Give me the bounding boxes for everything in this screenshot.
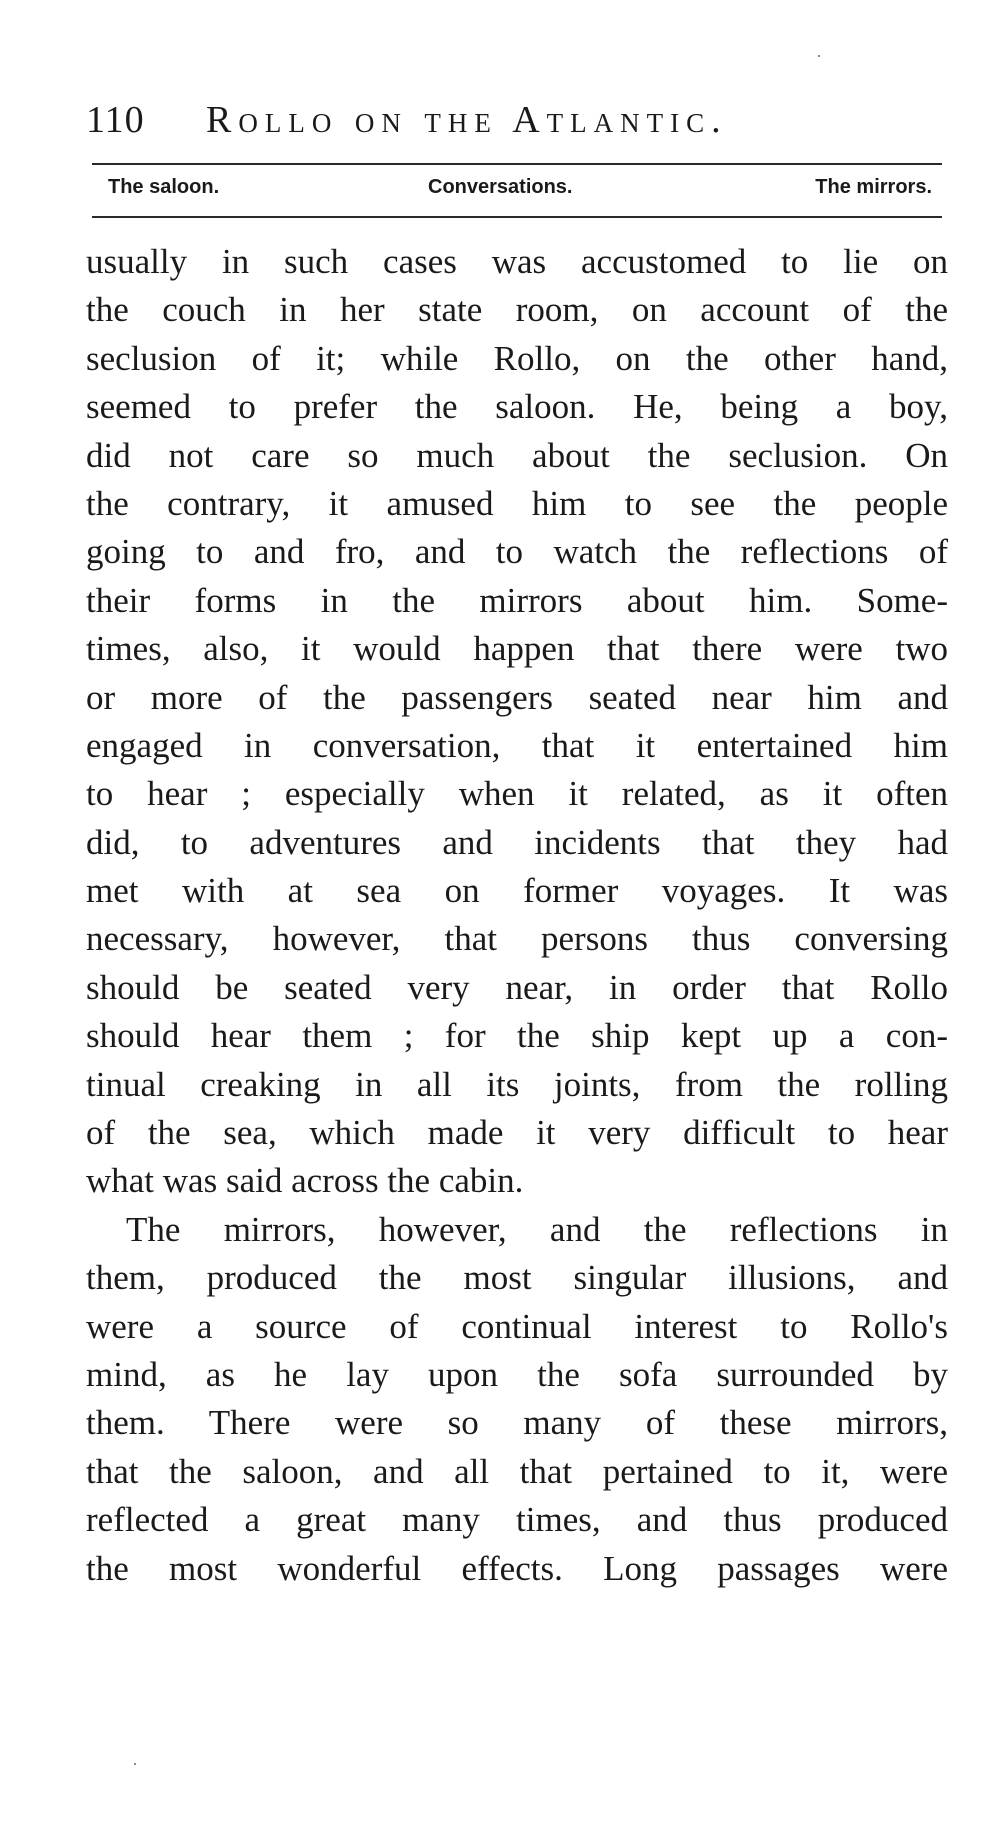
- text-line: or more of the passengers seated near him and: [86, 677, 948, 717]
- text-line: usually in such cases was accustomed to lie on: [86, 242, 948, 281]
- headnote-conversations: Conversations.: [428, 176, 573, 198]
- text-line: did, to adventures and incidents that they had: [86, 822, 948, 862]
- headnote-saloon: The saloon.: [108, 176, 220, 198]
- text-line: the couch in her state room, on account of the: [86, 290, 948, 330]
- text-line: seclusion of it; while Rollo, on the other hand,: [86, 338, 948, 378]
- body-text: [86, 238, 948, 1593]
- text-line: met with at sea on former voyages. It was: [86, 871, 948, 911]
- paper-speck: [818, 55, 820, 57]
- headnotes: [92, 172, 942, 208]
- text-line: necessary, however, that persons thus conversing: [86, 919, 948, 959]
- text-line: going to and fro, and to watch the reflections of: [86, 532, 948, 572]
- text-line: to hear ; especially when it related, as it often: [86, 774, 948, 814]
- text-line: engaged in conversation, that it entertained him: [86, 725, 948, 765]
- text-line: tinual creaking in all its joints, from the rolling: [86, 1064, 948, 1104]
- text-line: were a source of continual interest to Rollo's: [86, 1306, 948, 1346]
- text-line: of the sea, which made it very difficult to hear: [86, 1113, 948, 1153]
- text-line: the contrary, it amused him to see the people: [86, 483, 948, 523]
- text-line: did not care so much about the seclusion. On: [86, 435, 948, 475]
- text-line: their forms in the mirrors about him. Some-: [86, 580, 948, 620]
- header-rule-top: [92, 163, 942, 165]
- text-line: The mirrors, however, and the reflections in: [126, 1209, 948, 1249]
- running-head: [86, 98, 926, 158]
- text-line: times, also, it would happen that there were two: [86, 629, 948, 669]
- text-line: what was said across the cabin.: [86, 1161, 524, 1201]
- text-line: them. There were so many of these mirrors,: [86, 1403, 948, 1443]
- text-line: mind, as he lay upon the sofa surrounded by: [86, 1354, 948, 1394]
- text-line: the most wonderful effects. Long passages were: [86, 1548, 948, 1588]
- paper-speck: [134, 1763, 136, 1765]
- text-line: should hear them ; for the ship kept up a con-: [86, 1016, 948, 1056]
- header-rule-bottom: [92, 216, 942, 218]
- book-title: Rollo on the Atlantic.: [206, 99, 728, 141]
- text-line: them, produced the most singular illusions, and: [86, 1258, 948, 1298]
- headnote-mirrors: The mirrors.: [815, 176, 932, 198]
- text-line: should be seated very near, in order that Rollo: [86, 967, 948, 1007]
- text-line: that the saloon, and all that pertained to it, were: [86, 1451, 948, 1491]
- text-line: seemed to prefer the saloon. He, being a boy,: [86, 387, 948, 427]
- text-line: reflected a great many times, and thus produced: [86, 1500, 948, 1540]
- page-number: 110: [86, 99, 145, 141]
